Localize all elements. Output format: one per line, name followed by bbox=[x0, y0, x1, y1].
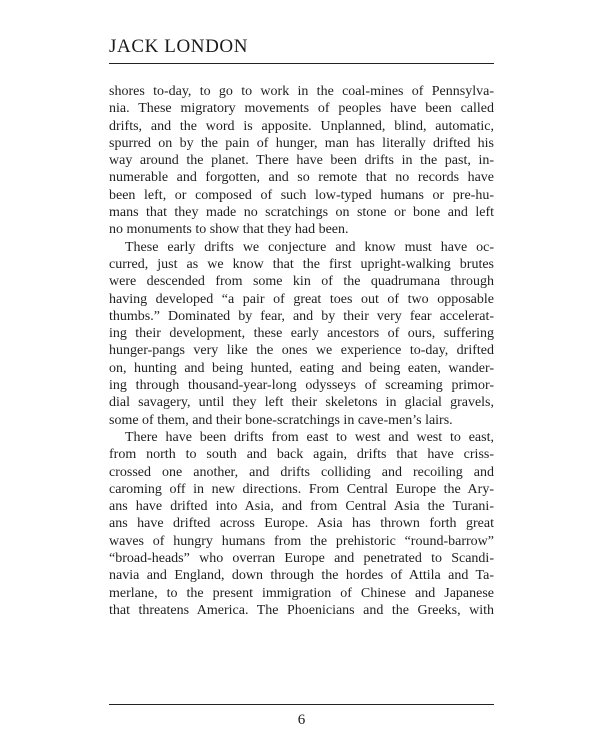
text-line: There have been drifts from east to west and west to east, bbox=[125, 429, 494, 445]
text-line: on, hunting and being hunted, eating and being eaten, wander- bbox=[109, 360, 494, 376]
text-line: ans have drifted into Asia, and from Central Asia the Turani- bbox=[109, 499, 494, 515]
text-line: ing their development, these early ancestors of ours, suffering bbox=[109, 326, 494, 342]
text-line: ans have drifted across Europe. Asia has thrown forth great bbox=[109, 516, 494, 532]
text-line: from north to south and back again, drifts that have criss- bbox=[109, 447, 494, 463]
text-line: spurred on by the pain of hunger, man has literally drifted his bbox=[109, 135, 494, 151]
text-line: “broad-heads” who overran Europe and penetrated to Scandi- bbox=[109, 551, 494, 567]
text-line: waves of hungry humans from the prehistoric “round-barrow” bbox=[109, 533, 494, 549]
footer-rule bbox=[109, 704, 494, 705]
text-line: numerable and forgotten, and so remote that no records have bbox=[109, 170, 494, 186]
text-line: mans that they made no scratchings on stone or bone and left bbox=[109, 205, 494, 221]
text-line: dial savagery, until they left their skeletons in glacial gravels, bbox=[109, 395, 494, 411]
text-line: nia. These migratory movements of peoples have been called bbox=[109, 101, 494, 117]
text-line: merlane, to the present immigration of Chinese and Japanese bbox=[109, 585, 494, 601]
body-text bbox=[109, 83, 494, 619]
text-line: way around the planet. There have been drifts in the past, in- bbox=[109, 153, 494, 169]
text-line: no monuments to show that they had been. bbox=[109, 222, 349, 238]
header-rule bbox=[109, 63, 494, 64]
text-line: some of them, and their bone-scratchings in cave-men’s lairs. bbox=[109, 412, 453, 428]
text-line: curred, just as we know that the first upright-walking brutes bbox=[109, 256, 494, 272]
text-line: hunger-pangs very like the ones we experience to-day, drifted bbox=[109, 343, 494, 359]
text-line: thumbs.” Dominated by fear, and by their very fear accelerat- bbox=[109, 308, 494, 324]
running-head: JACK LONDON bbox=[109, 36, 249, 57]
text-line: ing through thousand-year-long odysseys of screaming primor- bbox=[109, 378, 494, 394]
text-line: that threatens America. The Phoenicians and the Greeks, with bbox=[109, 602, 494, 618]
text-line: having developed “a pair of great toes out of two opposable bbox=[109, 291, 494, 307]
text-line: were descended from some kin of the quadrumana through bbox=[109, 274, 494, 290]
text-line: been left, or composed of such low-typed humans or pre-hu- bbox=[109, 187, 494, 203]
text-line: shores to-day, to go to work in the coal-mines of Pennsylva- bbox=[109, 84, 494, 99]
text-line: These early drifts we conjecture and know must have oc- bbox=[125, 239, 494, 255]
text-line: caroming off in new directions. From Central Europe the Ary- bbox=[109, 481, 494, 497]
text-line: crossed one another, and drifts colliding and recoiling and bbox=[109, 464, 494, 480]
text-line: navia and England, down through the hordes of Attila and Ta- bbox=[109, 568, 494, 584]
page-number: 6 bbox=[297, 712, 306, 728]
text-line: drifts, and the word is apposite. Unplanned, blind, automatic, bbox=[109, 118, 494, 134]
